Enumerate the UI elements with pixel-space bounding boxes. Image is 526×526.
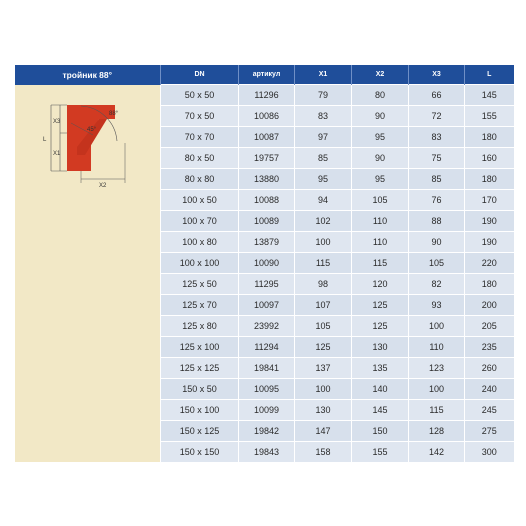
cell-dn: 125 x 50 bbox=[161, 274, 239, 295]
cell-dn: 100 x 100 bbox=[161, 253, 239, 274]
column-header-l: L bbox=[465, 65, 514, 85]
cell-article: 10087 bbox=[239, 127, 295, 148]
cell-x1: 85 bbox=[295, 148, 352, 169]
cell-x1: 102 bbox=[295, 211, 352, 232]
cell-article: 19843 bbox=[239, 442, 295, 463]
cell-x3: 88 bbox=[409, 211, 465, 232]
cell-x2: 125 bbox=[352, 295, 409, 316]
cell-x1: 94 bbox=[295, 190, 352, 211]
cell-l: 190 bbox=[465, 232, 514, 253]
cell-x2: 125 bbox=[352, 316, 409, 337]
cell-x2: 150 bbox=[352, 421, 409, 442]
column-header-x3: X3 bbox=[409, 65, 465, 85]
cell-x3: 76 bbox=[409, 190, 465, 211]
cell-x1: 158 bbox=[295, 442, 352, 463]
cell-x1: 115 bbox=[295, 253, 352, 274]
column-header-article: артикул bbox=[239, 65, 295, 85]
cell-article: 11295 bbox=[239, 274, 295, 295]
spec-table bbox=[14, 65, 514, 462]
cell-dn: 125 x 80 bbox=[161, 316, 239, 337]
cell-article: 23992 bbox=[239, 316, 295, 337]
cell-x1: 97 bbox=[295, 127, 352, 148]
cell-x3: 100 bbox=[409, 316, 465, 337]
cell-article: 10099 bbox=[239, 400, 295, 421]
cell-article: 10086 bbox=[239, 106, 295, 127]
cell-x3: 142 bbox=[409, 442, 465, 463]
cell-dn: 100 x 70 bbox=[161, 211, 239, 232]
cell-x1: 100 bbox=[295, 232, 352, 253]
cell-x1: 79 bbox=[295, 85, 352, 106]
tee-fitting-shape bbox=[67, 105, 115, 171]
cell-article: 10090 bbox=[239, 253, 295, 274]
cell-dn: 125 x 125 bbox=[161, 358, 239, 379]
cell-l: 200 bbox=[465, 295, 514, 316]
cell-article: 13880 bbox=[239, 169, 295, 190]
l-label: L bbox=[43, 136, 47, 143]
cell-x1: 107 bbox=[295, 295, 352, 316]
column-header-x1: X1 bbox=[295, 65, 352, 85]
cell-x3: 123 bbox=[409, 358, 465, 379]
cell-x2: 110 bbox=[352, 232, 409, 253]
cell-article: 19842 bbox=[239, 421, 295, 442]
cell-l: 145 bbox=[465, 85, 514, 106]
diagram-cell bbox=[15, 85, 161, 463]
cell-x2: 90 bbox=[352, 148, 409, 169]
cell-x2: 145 bbox=[352, 400, 409, 421]
cell-article: 11294 bbox=[239, 337, 295, 358]
cell-l: 180 bbox=[465, 274, 514, 295]
x1-label: X1 bbox=[53, 150, 61, 157]
product-title: тройник 88° bbox=[15, 65, 161, 85]
cell-x2: 135 bbox=[352, 358, 409, 379]
cell-x3: 100 bbox=[409, 379, 465, 400]
cell-l: 275 bbox=[465, 421, 514, 442]
cell-x2: 105 bbox=[352, 190, 409, 211]
cell-x2: 95 bbox=[352, 127, 409, 148]
cell-x1: 95 bbox=[295, 169, 352, 190]
cell-x2: 90 bbox=[352, 106, 409, 127]
cell-l: 220 bbox=[465, 253, 514, 274]
cell-dn: 125 x 70 bbox=[161, 295, 239, 316]
spec-table-container bbox=[14, 65, 513, 462]
cell-l: 245 bbox=[465, 400, 514, 421]
cell-l: 180 bbox=[465, 127, 514, 148]
cell-dn: 50 x 50 bbox=[161, 85, 239, 106]
angle-45-label: 45° bbox=[87, 126, 97, 133]
cell-x3: 110 bbox=[409, 337, 465, 358]
cell-dn: 150 x 150 bbox=[161, 442, 239, 463]
cell-x1: 105 bbox=[295, 316, 352, 337]
cell-x3: 93 bbox=[409, 295, 465, 316]
x3-label: X3 bbox=[53, 118, 61, 125]
cell-x2: 115 bbox=[352, 253, 409, 274]
table-body bbox=[15, 85, 514, 463]
cell-x1: 98 bbox=[295, 274, 352, 295]
tee-fitting-drawing bbox=[15, 103, 160, 223]
cell-x2: 130 bbox=[352, 337, 409, 358]
cell-x3: 105 bbox=[409, 253, 465, 274]
cell-x1: 83 bbox=[295, 106, 352, 127]
cell-dn: 80 x 50 bbox=[161, 148, 239, 169]
cell-x1: 100 bbox=[295, 379, 352, 400]
cell-x3: 82 bbox=[409, 274, 465, 295]
cell-l: 240 bbox=[465, 379, 514, 400]
column-header-x2: X2 bbox=[352, 65, 409, 85]
cell-x2: 95 bbox=[352, 169, 409, 190]
cell-x3: 85 bbox=[409, 169, 465, 190]
table-header-row bbox=[15, 65, 514, 85]
cell-x3: 115 bbox=[409, 400, 465, 421]
cell-article: 19841 bbox=[239, 358, 295, 379]
cell-x3: 83 bbox=[409, 127, 465, 148]
cell-l: 155 bbox=[465, 106, 514, 127]
angle-88-label: 88° bbox=[109, 110, 119, 117]
cell-article: 10097 bbox=[239, 295, 295, 316]
cell-x2: 120 bbox=[352, 274, 409, 295]
cell-x3: 128 bbox=[409, 421, 465, 442]
cell-x2: 80 bbox=[352, 85, 409, 106]
cell-l: 160 bbox=[465, 148, 514, 169]
cell-l: 170 bbox=[465, 190, 514, 211]
cell-x2: 155 bbox=[352, 442, 409, 463]
cell-dn: 100 x 50 bbox=[161, 190, 239, 211]
column-header-dn: DN bbox=[161, 65, 239, 85]
cell-x1: 125 bbox=[295, 337, 352, 358]
cell-article: 10088 bbox=[239, 190, 295, 211]
cell-l: 260 bbox=[465, 358, 514, 379]
cell-dn: 100 x 80 bbox=[161, 232, 239, 253]
cell-x3: 75 bbox=[409, 148, 465, 169]
cell-article: 11296 bbox=[239, 85, 295, 106]
cell-dn: 150 x 50 bbox=[161, 379, 239, 400]
cell-dn: 150 x 100 bbox=[161, 400, 239, 421]
cell-x3: 72 bbox=[409, 106, 465, 127]
cell-article: 13879 bbox=[239, 232, 295, 253]
cell-article: 10095 bbox=[239, 379, 295, 400]
tee-fitting-diagram bbox=[15, 103, 160, 223]
cell-l: 300 bbox=[465, 442, 514, 463]
cell-dn: 125 x 100 bbox=[161, 337, 239, 358]
cell-x3: 66 bbox=[409, 85, 465, 106]
cell-dn: 150 x 125 bbox=[161, 421, 239, 442]
cell-x2: 140 bbox=[352, 379, 409, 400]
cell-x2: 110 bbox=[352, 211, 409, 232]
cell-l: 205 bbox=[465, 316, 514, 337]
cell-l: 190 bbox=[465, 211, 514, 232]
cell-dn: 70 x 70 bbox=[161, 127, 239, 148]
cell-x1: 137 bbox=[295, 358, 352, 379]
cell-dn: 70 x 50 bbox=[161, 106, 239, 127]
table-row bbox=[15, 85, 514, 106]
cell-article: 10089 bbox=[239, 211, 295, 232]
cell-l: 235 bbox=[465, 337, 514, 358]
cell-article: 19757 bbox=[239, 148, 295, 169]
cell-l: 180 bbox=[465, 169, 514, 190]
cell-x3: 90 bbox=[409, 232, 465, 253]
cell-x1: 147 bbox=[295, 421, 352, 442]
cell-dn: 80 x 80 bbox=[161, 169, 239, 190]
cell-x1: 130 bbox=[295, 400, 352, 421]
x2-label: X2 bbox=[99, 182, 107, 189]
